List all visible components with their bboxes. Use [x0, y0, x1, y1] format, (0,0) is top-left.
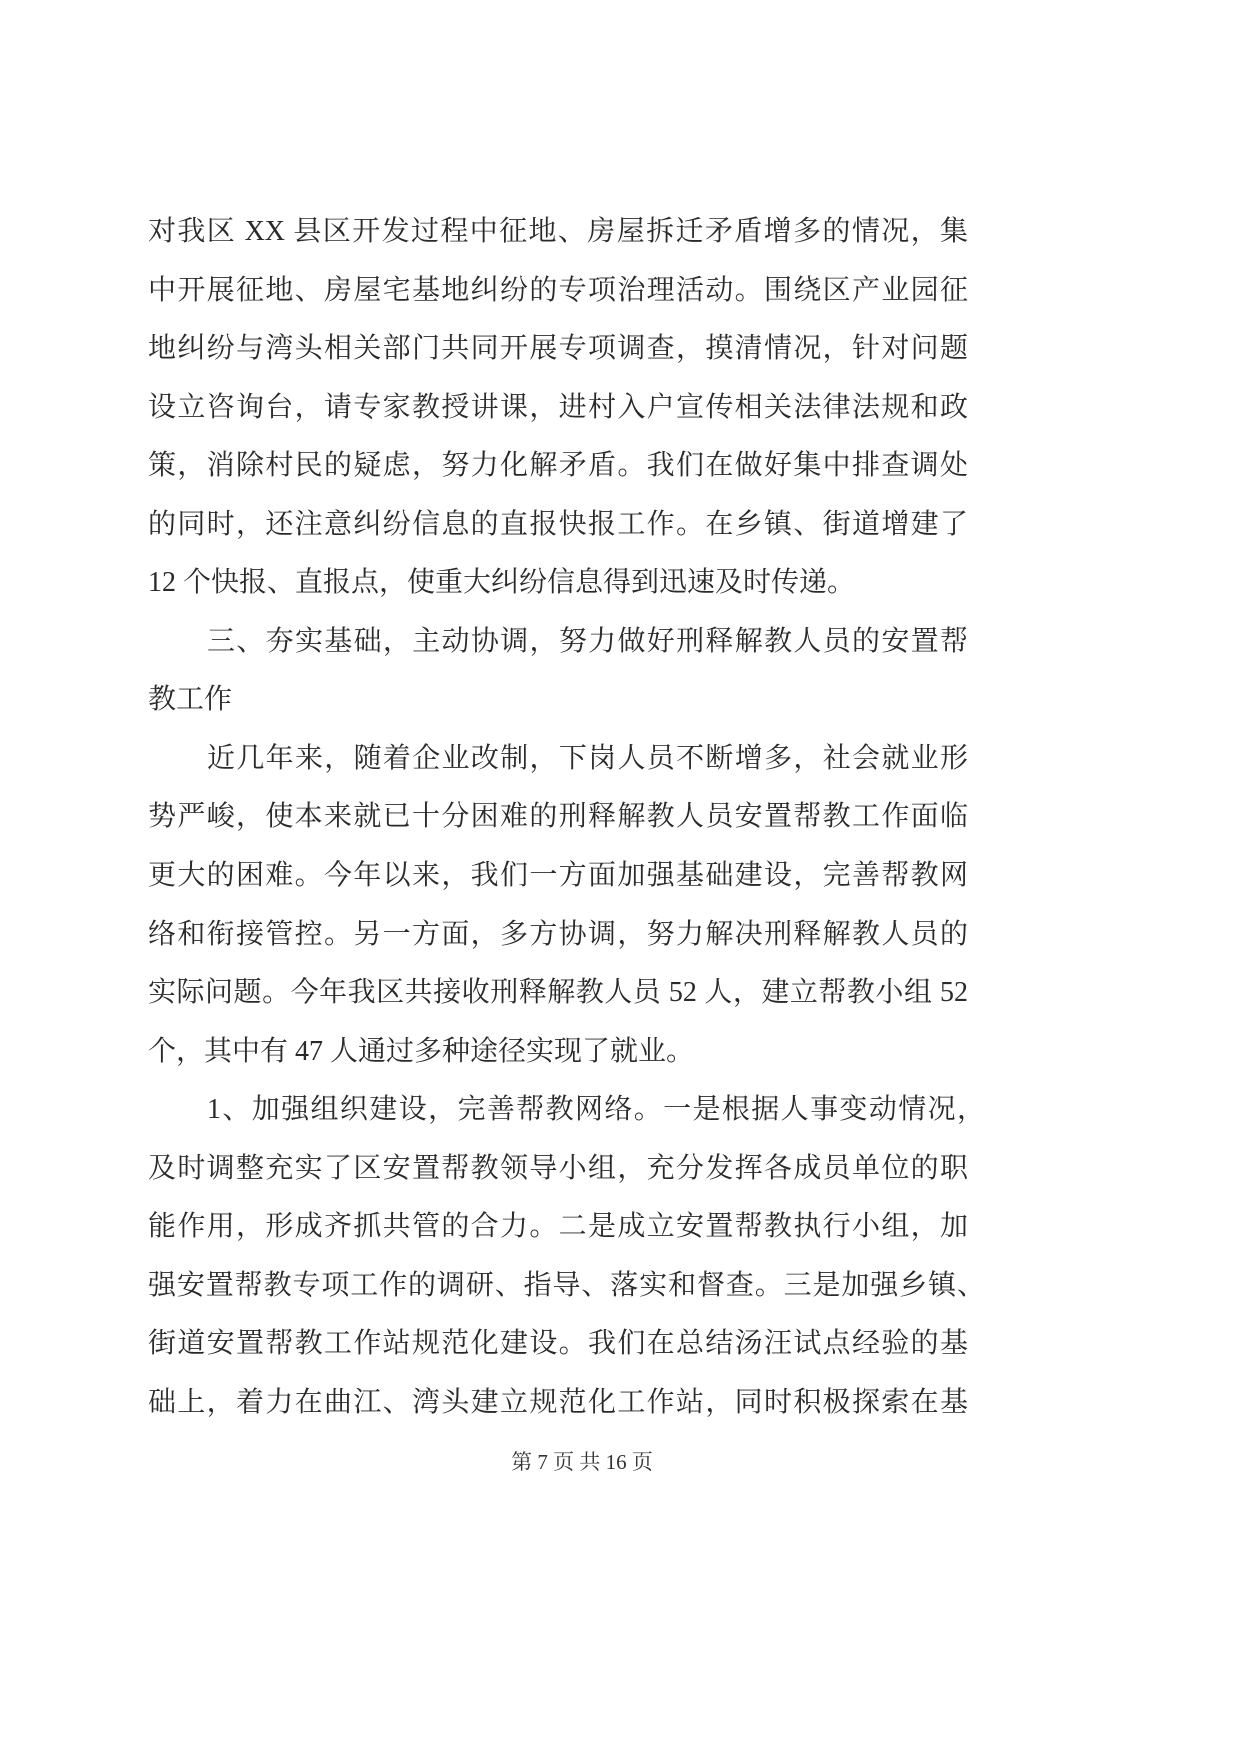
paragraph-1 — [148, 203, 968, 613]
paragraph-line: 个，其中有 47 人通过多种途径实现了就业。 — [148, 1035, 695, 1067]
paragraph-line: 1、加强组织建设，完善帮教网络。一是根据人事变动情况， — [207, 1094, 985, 1126]
paragraph-3 — [148, 1081, 985, 1432]
paragraph-line: 中开展征地、房屋宅基地纠纷的专项治理活动。围绕区产业园征 — [148, 274, 968, 306]
paragraph-line: 强安置帮教专项工作的调研、指导、落实和督查。三是加强乡镇、 — [148, 1269, 985, 1301]
paragraph-line: 街道安置帮教工作站规范化建设。我们在总结汤汪试点经验的基 — [148, 1328, 968, 1360]
paragraph-line: 设立咨询台，请专家教授讲课，进村入户宣传相关法律法规和政 — [148, 391, 968, 423]
paragraph-line: 及时调整充实了区安置帮教领导小组，充分发挥各成员单位的职 — [148, 1152, 968, 1184]
paragraph-line: 策，消除村民的疑虑，努力化解矛盾。我们在做好集中排查调处 — [148, 450, 968, 482]
paragraph-line: 的同时，还注意纠纷信息的直报快报工作。在乡镇、街道增建了 — [148, 508, 968, 540]
document-body — [148, 203, 985, 1432]
heading-line: 教工作 — [148, 684, 233, 716]
paragraph-line: 12 个快报、直报点，使重大纠纷信息得到迅速及时传递。 — [148, 567, 856, 599]
page-number-label: 第 7 页 共 16 页 — [511, 1450, 653, 1474]
paragraph-line: 地纠纷与湾头相关部门共同开展专项调查，摸清情况，针对问题 — [148, 333, 968, 365]
heading-line: 三、夯实基础，主动协调，努力做好刑释解教人员的安置帮 — [207, 625, 968, 657]
page-footer — [440, 1448, 724, 1476]
paragraph-line: 势严峻，使本来就已十分困难的刑释解教人员安置帮教工作面临 — [148, 801, 968, 833]
section-heading-3 — [148, 613, 968, 730]
paragraph-2 — [148, 730, 968, 1081]
paragraph-line: 实际问题。今年我区共接收刑释解教人员 52 人，建立帮教小组 52 — [148, 977, 968, 1009]
paragraph-line: 础上，着力在曲江、湾头建立规范化工作站，同时积极探索在基 — [148, 1386, 968, 1418]
paragraph-line: 络和衔接管控。另一方面，多方协调，努力解决刑释解教人员的 — [148, 918, 968, 950]
paragraph-line: 对我区 XX 县区开发过程中征地、房屋拆迁矛盾增多的情况，集 — [148, 216, 968, 247]
paragraph-line: 近几年来，随着企业改制，下岗人员不断增多，社会就业形 — [207, 742, 968, 774]
paragraph-line: 更大的困难。今年以来，我们一方面加强基础建设，完善帮教网 — [148, 860, 968, 892]
paragraph-line: 能作用，形成齐抓共管的合力。二是成立安置帮教执行小组，加 — [148, 1211, 968, 1243]
